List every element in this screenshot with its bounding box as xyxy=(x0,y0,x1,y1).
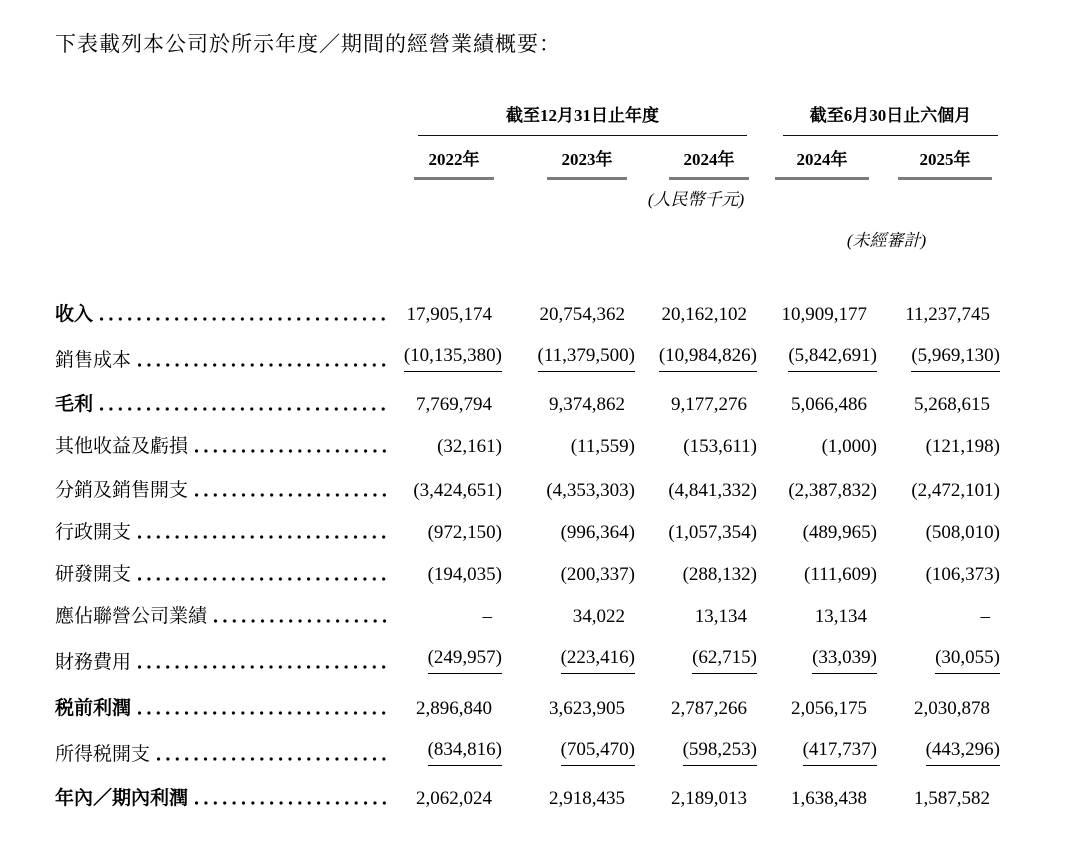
value-text: (106,373) xyxy=(925,564,1000,585)
value-text: (32,161) xyxy=(437,436,502,457)
table-value-cell xyxy=(877,510,1000,552)
table-value-cell xyxy=(390,552,502,594)
value-text: 5,066,486 xyxy=(791,394,867,415)
dot-leader xyxy=(157,757,386,761)
year-column-cell xyxy=(502,136,635,180)
value-text: 9,177,276 xyxy=(671,394,747,415)
value-text: 1,638,438 xyxy=(791,788,867,809)
value-text: – xyxy=(482,606,492,627)
table-row xyxy=(55,424,390,466)
value-text: 2,030,878 xyxy=(914,698,990,719)
table-row xyxy=(55,728,390,774)
table-value-cell xyxy=(502,290,635,334)
table-value-cell xyxy=(390,728,502,774)
year-column-cell xyxy=(635,136,757,180)
row-label: 所得税開支 xyxy=(55,744,151,765)
value-text: (194,035) xyxy=(427,564,502,585)
value-text: (111,609) xyxy=(804,564,877,585)
table-value-cell xyxy=(757,510,877,552)
dot-leader xyxy=(214,619,386,623)
value-text: (33,039) xyxy=(812,647,877,674)
table-value-cell xyxy=(390,424,502,466)
table-row xyxy=(55,774,390,818)
value-text: 34,022 xyxy=(572,606,625,627)
value-text: (972,150) xyxy=(427,522,502,543)
period-group-header: 截至6月30日止六個月 xyxy=(783,101,998,136)
year-column-header: 2025年 xyxy=(898,145,992,180)
table-value-cell xyxy=(635,682,757,728)
value-text: 5,268,615 xyxy=(914,394,990,415)
value-text: (288,132) xyxy=(682,564,757,585)
table-value-cell xyxy=(502,334,635,380)
table-value-cell xyxy=(877,380,1000,424)
value-text: 2,062,024 xyxy=(416,788,492,809)
value-text: 7,769,794 xyxy=(416,394,492,415)
table-value-cell xyxy=(757,466,877,510)
table-value-cell xyxy=(502,682,635,728)
dot-leader xyxy=(138,665,386,669)
row-label: 其他收益及虧損 xyxy=(55,436,189,457)
row-label: 毛利 xyxy=(55,394,94,415)
table-value-cell xyxy=(502,552,635,594)
table-value-cell xyxy=(390,290,502,334)
table-value-cell xyxy=(757,552,877,594)
operating-results-table xyxy=(55,100,1000,818)
value-text: (996,364) xyxy=(560,522,635,543)
row-label: 行政開支 xyxy=(55,522,132,543)
value-text: 13,134 xyxy=(814,606,867,627)
table-value-cell xyxy=(877,466,1000,510)
value-text: 2,918,435 xyxy=(549,788,625,809)
value-text: 2,787,266 xyxy=(671,698,747,719)
dot-leader xyxy=(138,535,386,539)
value-text: (1,000) xyxy=(821,436,877,457)
dot-leader xyxy=(195,493,386,497)
table-row xyxy=(55,552,390,594)
value-text: 11,237,745 xyxy=(905,304,990,325)
value-text: (598,253) xyxy=(683,739,757,766)
currency-unit-note: (人民幣千元) xyxy=(647,190,745,209)
table-row xyxy=(55,334,390,380)
table-value-cell xyxy=(877,774,1000,818)
table-value-cell xyxy=(390,466,502,510)
row-label: 應佔聯營公司業績 xyxy=(55,606,208,627)
table-value-cell xyxy=(390,774,502,818)
table-row xyxy=(55,594,390,636)
dot-leader xyxy=(138,711,386,715)
year-column-header: 2023年 xyxy=(547,145,627,180)
value-text: (121,198) xyxy=(925,436,1000,457)
year-column-cell xyxy=(877,136,1000,180)
year-column-cell xyxy=(390,136,502,180)
table-value-cell xyxy=(635,510,757,552)
table-row xyxy=(55,380,390,424)
value-text: (2,472,101) xyxy=(911,480,1000,501)
value-text: (200,337) xyxy=(560,564,635,585)
table-row xyxy=(55,510,390,552)
table-row xyxy=(55,636,390,682)
table-value-cell xyxy=(502,466,635,510)
table-value-cell xyxy=(502,380,635,424)
table-value-cell xyxy=(877,594,1000,636)
value-text: 13,134 xyxy=(694,606,747,627)
table-value-cell xyxy=(635,594,757,636)
period-group-cell xyxy=(390,100,757,136)
dot-leader xyxy=(195,801,386,805)
year-column-cell xyxy=(757,136,877,180)
value-text: (10,135,380) xyxy=(404,345,502,372)
value-text: (153,611) xyxy=(683,436,757,457)
value-text: (223,416) xyxy=(561,647,635,674)
year-column-header: 2024年 xyxy=(775,145,869,180)
row-label: 年內／期內利潤 xyxy=(55,788,189,809)
table-value-cell xyxy=(635,424,757,466)
value-text: (11,559) xyxy=(570,436,635,457)
row-label: 收入 xyxy=(55,304,94,325)
value-text: (4,841,332) xyxy=(668,480,757,501)
table-value-cell xyxy=(757,380,877,424)
value-text: 1,587,582 xyxy=(914,788,990,809)
value-text: 2,896,840 xyxy=(416,698,492,719)
table-value-cell xyxy=(635,728,757,774)
row-label: 分銷及銷售開支 xyxy=(55,480,189,501)
table-value-cell xyxy=(757,594,877,636)
value-text: (705,470) xyxy=(561,739,635,766)
table-value-cell xyxy=(390,380,502,424)
value-text: (489,965) xyxy=(802,522,877,543)
dot-leader xyxy=(100,407,386,411)
value-text: (62,715) xyxy=(692,647,757,674)
value-text: 17,905,174 xyxy=(406,304,492,325)
table-row xyxy=(55,466,390,510)
value-text: (249,957) xyxy=(428,647,502,674)
value-text: 2,189,013 xyxy=(671,788,747,809)
value-text: 9,374,862 xyxy=(549,394,625,415)
table-value-cell xyxy=(757,728,877,774)
table-value-cell xyxy=(877,424,1000,466)
year-column-header: 2022年 xyxy=(414,145,494,180)
table-value-cell xyxy=(635,466,757,510)
row-label: 研發開支 xyxy=(55,564,132,585)
value-text: – xyxy=(980,606,990,627)
table-value-cell xyxy=(502,424,635,466)
value-text: (508,010) xyxy=(925,522,1000,543)
table-value-cell xyxy=(877,636,1000,682)
table-value-cell xyxy=(502,636,635,682)
table-value-cell xyxy=(635,290,757,334)
table-row xyxy=(55,290,390,334)
table-value-cell xyxy=(390,636,502,682)
unaudited-note: (未經審計) xyxy=(846,231,927,250)
value-text: (834,816) xyxy=(428,739,502,766)
table-value-cell xyxy=(502,594,635,636)
table-value-cell xyxy=(502,728,635,774)
value-text: (3,424,651) xyxy=(413,480,502,501)
table-value-cell xyxy=(390,510,502,552)
table-value-cell xyxy=(877,728,1000,774)
row-label: 財務費用 xyxy=(55,652,132,673)
table-value-cell xyxy=(877,682,1000,728)
table-value-cell xyxy=(877,552,1000,594)
value-text: (10,984,826) xyxy=(659,345,757,372)
table-value-cell xyxy=(635,774,757,818)
value-text: 3,623,905 xyxy=(549,698,625,719)
table-value-cell xyxy=(635,334,757,380)
table-value-cell xyxy=(502,774,635,818)
value-text: 10,909,177 xyxy=(781,304,867,325)
dot-leader xyxy=(100,317,386,321)
period-group-header: 截至12月31日止年度 xyxy=(418,101,747,136)
table-value-cell xyxy=(877,334,1000,380)
table-value-cell xyxy=(757,290,877,334)
value-text: (4,353,303) xyxy=(546,480,635,501)
table-value-cell xyxy=(502,510,635,552)
table-value-cell xyxy=(390,334,502,380)
table-value-cell xyxy=(390,682,502,728)
row-label: 税前利潤 xyxy=(55,698,132,719)
value-text: (2,387,832) xyxy=(788,480,877,501)
table-value-cell xyxy=(757,682,877,728)
row-label: 銷售成本 xyxy=(55,350,132,371)
table-value-cell xyxy=(635,636,757,682)
value-text: (5,842,691) xyxy=(788,345,877,372)
value-text: (443,296) xyxy=(926,739,1000,766)
dot-leader xyxy=(195,449,386,453)
table-value-cell xyxy=(635,380,757,424)
table-value-cell xyxy=(635,552,757,594)
value-text: 2,056,175 xyxy=(791,698,867,719)
value-text: (11,379,500) xyxy=(538,345,635,372)
period-group-cell xyxy=(757,100,1000,136)
table-value-cell xyxy=(757,424,877,466)
value-text: (30,055) xyxy=(935,647,1000,674)
value-text: 20,754,362 xyxy=(539,304,625,325)
table-row xyxy=(55,682,390,728)
section-intro-text: 下表載列本公司於所示年度／期間的經營業績概要： xyxy=(55,32,561,56)
table-value-cell xyxy=(390,594,502,636)
value-text: (5,969,130) xyxy=(911,345,1000,372)
value-text: (417,737) xyxy=(803,739,877,766)
value-text: (1,057,354) xyxy=(668,522,757,543)
value-text: 20,162,102 xyxy=(661,304,747,325)
dot-leader xyxy=(138,363,386,367)
table-value-cell xyxy=(757,334,877,380)
year-column-header: 2024年 xyxy=(669,145,749,180)
table-value-cell xyxy=(757,636,877,682)
dot-leader xyxy=(138,577,386,581)
table-value-cell xyxy=(757,774,877,818)
table-value-cell xyxy=(877,290,1000,334)
